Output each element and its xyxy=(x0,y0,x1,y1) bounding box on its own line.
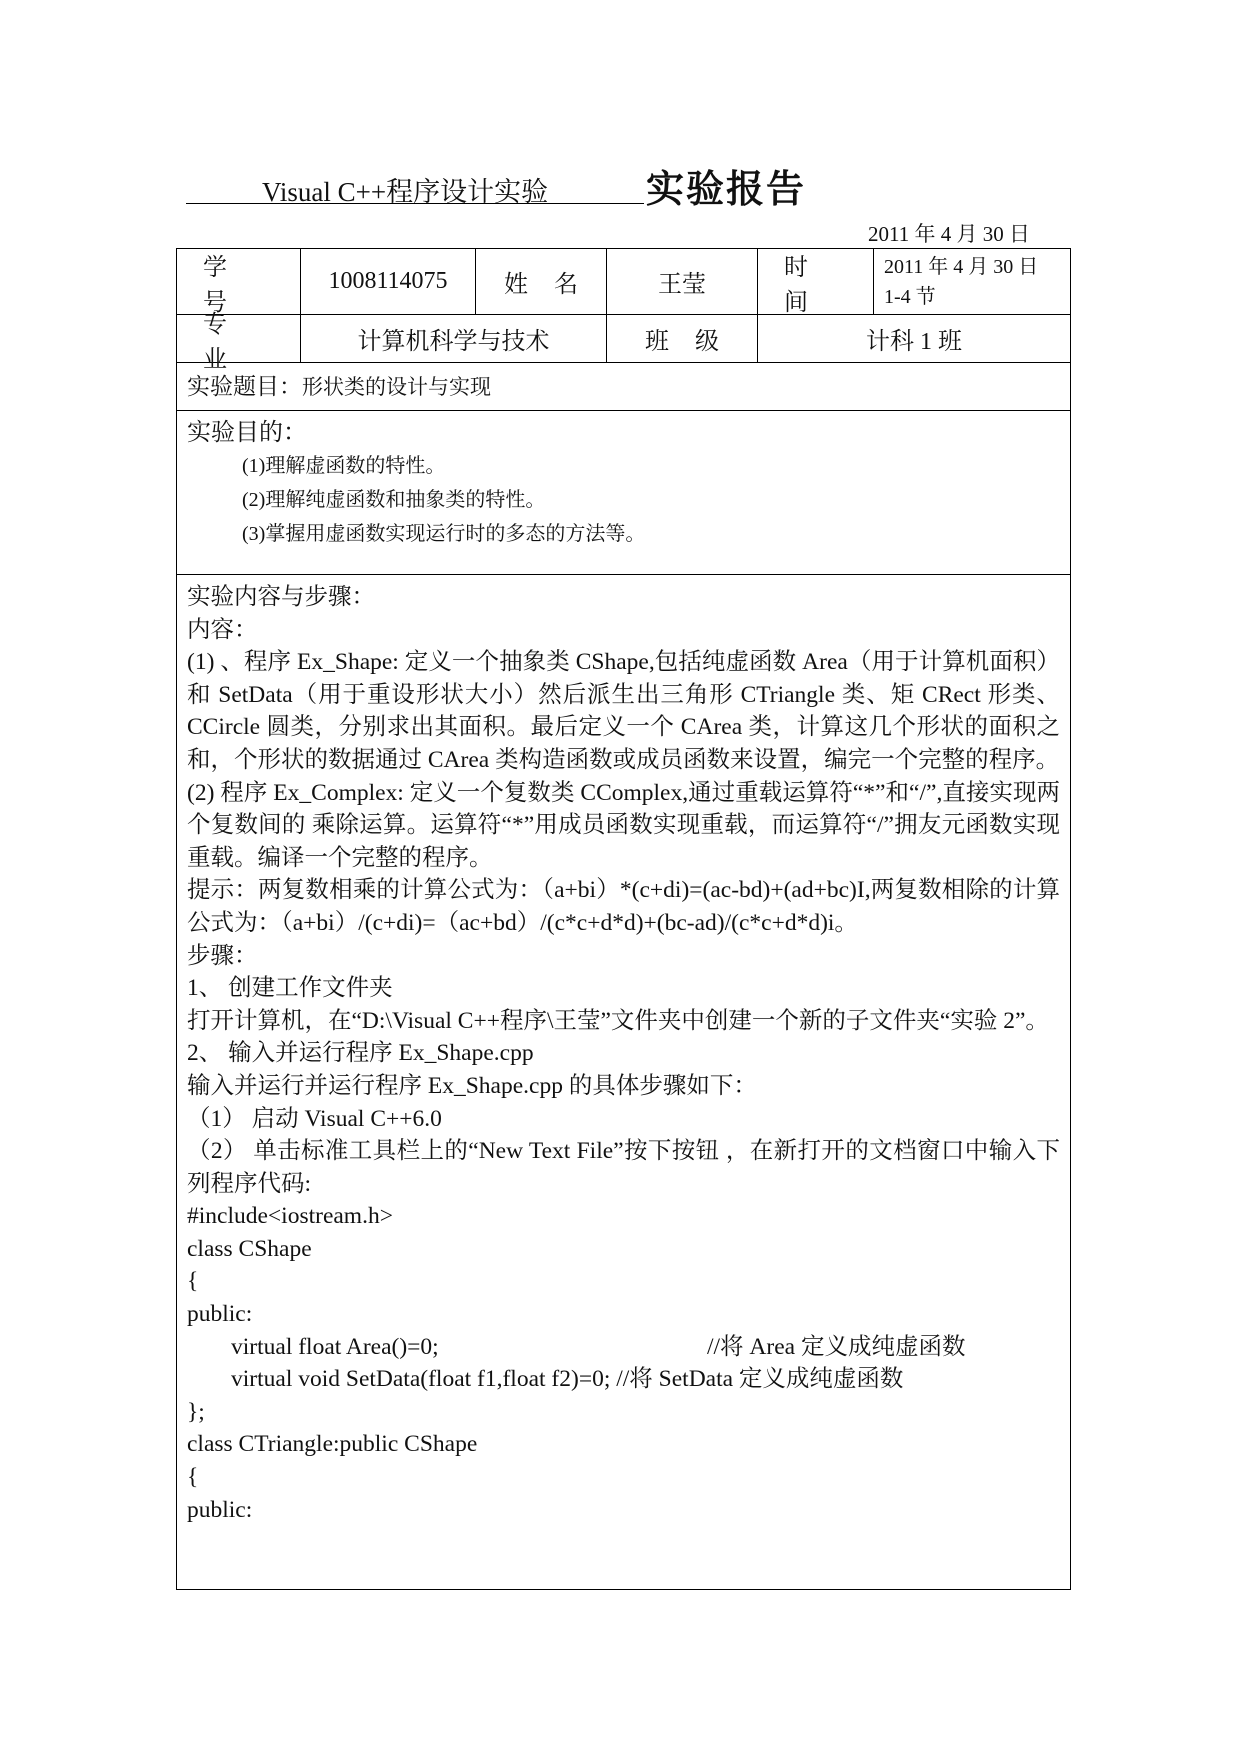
student-id-label: 学号 xyxy=(177,249,301,314)
goals-label: 实验目的： xyxy=(187,420,307,446)
step-1-title: 1、 创建工作文件夹 xyxy=(187,975,393,1002)
content-section xyxy=(177,575,1070,1589)
code-line: #include<iostream.h> xyxy=(187,1203,393,1230)
goals-row xyxy=(177,411,1070,575)
content-label: 实验内容与步骤： xyxy=(187,584,375,610)
code-text: virtual void SetData(float f1,float f2)=0; xyxy=(231,1366,611,1393)
course-title: Visual C++程序设计实验 xyxy=(262,177,549,207)
major-value: 计算机科学与技术 xyxy=(301,315,607,362)
code-comment: //将 SetData 定义成纯虚函数 xyxy=(616,1366,904,1393)
report-table xyxy=(176,248,1071,1590)
time-label: 时间 xyxy=(758,249,874,314)
step-2-sub-2: （2） 单击标准工具栏上的“New Text File”按下按钮 ，在新打开的文档窗口中输入下列程序代码: xyxy=(187,1138,1060,1197)
code-line: class CTriangle:public CShape xyxy=(187,1431,478,1458)
info-row-2 xyxy=(177,311,1070,373)
report-title: 实验报告 xyxy=(646,169,807,211)
code-line: public: xyxy=(187,1301,253,1328)
goals-section xyxy=(177,411,1070,574)
major-label: 专业 xyxy=(177,315,301,362)
student-id-value: 1008114075 xyxy=(301,249,476,314)
topic-value: 形状类的设计与实现 xyxy=(302,375,491,399)
class-label: 班级 xyxy=(607,315,758,362)
code-text: virtual float Area()=0; xyxy=(231,1333,439,1360)
code-comment: //将 Area 定义成纯虚函数 xyxy=(707,1333,966,1360)
content-sub-label: 内容： xyxy=(187,616,258,643)
name-label: 姓名 xyxy=(476,249,607,314)
content-row xyxy=(177,575,1070,1589)
topic-section xyxy=(177,363,1070,410)
content-para-2: (2) 程序 Ex_Complex: 定义一个复数类 CComplex,通过重载运算符“*”和“/”,直接实现两个复数间的 乘除运算。运算符“*”用成员函数实现重载，而运算符“/”拥友元函数实现重载。编译一个完整的程序。 xyxy=(187,779,1060,871)
time-value xyxy=(874,249,1070,314)
class-value: 计科 1 班 xyxy=(866,329,962,355)
goal-item: (1)理解虚函数的特性。 xyxy=(242,455,446,477)
step-1-text: 打开计算机，在“D:\Visual C++程序\王莹”文件夹中创建一个新的子文件夹“实验 2”。 xyxy=(187,1007,1049,1034)
steps-label: 步骤： xyxy=(187,942,258,969)
code-line: class CShape xyxy=(187,1235,312,1262)
step-2-sub-1: （1） 启动 Visual C++6.0 xyxy=(187,1105,442,1132)
report-date: 2011 年 4 月 30 日 xyxy=(868,222,1030,246)
topic-row xyxy=(177,363,1070,411)
code-line: { xyxy=(187,1268,199,1295)
page-header xyxy=(186,158,807,211)
goal-item: (2)理解纯虚函数和抽象类的特性。 xyxy=(242,489,546,511)
code-line: { xyxy=(187,1464,199,1491)
code-line xyxy=(187,1363,1060,1396)
code-line xyxy=(187,1331,1060,1364)
time-date: 2011 年 4 月 30 日 xyxy=(884,255,1039,278)
info-row-1 xyxy=(177,249,1070,315)
content-hint: 提示：两复数相乘的计算公式为：（a+bi）*(c+di)=(ac-bd)+(ad+bc)I,两复数相除的计算公式为：（a+bi）/(c+di)=（ac+bd）/(c*c+d*d)+(bc-ad)/(c*c+d*d)i。 xyxy=(187,877,1060,936)
time-period: 1-4 节 xyxy=(884,285,936,308)
code-line: public: xyxy=(187,1496,253,1523)
step-2-text: 输入并运行并运行程序 Ex_Shape.cpp 的具体步骤如下： xyxy=(187,1072,757,1099)
content-para-1: (1) 、程序 Ex_Shape: 定义一个抽象类 CShape,包括纯虚函数 Area（用于计算机面积）和 SetData（用于重设形状大小）然后派生出三角形 CTriangle 类、矩 CRect 形类、CCircle 圆类，分别求出其面积。最后定义一个 CArea 类，计算这几个形状的面积之和，个形状的数据通过 CArea 类构造函数或成员函数来设置，编完一个完整的程序。 xyxy=(187,649,1060,773)
name-value: 王莹 xyxy=(607,249,758,314)
goal-item: (3)掌握用虚函数实现运行时的多态的方法等。 xyxy=(242,523,646,545)
step-2-title: 2、 输入并运行程序 Ex_Shape.cpp xyxy=(187,1040,534,1067)
topic-label: 实验题目： xyxy=(187,374,302,399)
code-line: }; xyxy=(187,1398,205,1425)
